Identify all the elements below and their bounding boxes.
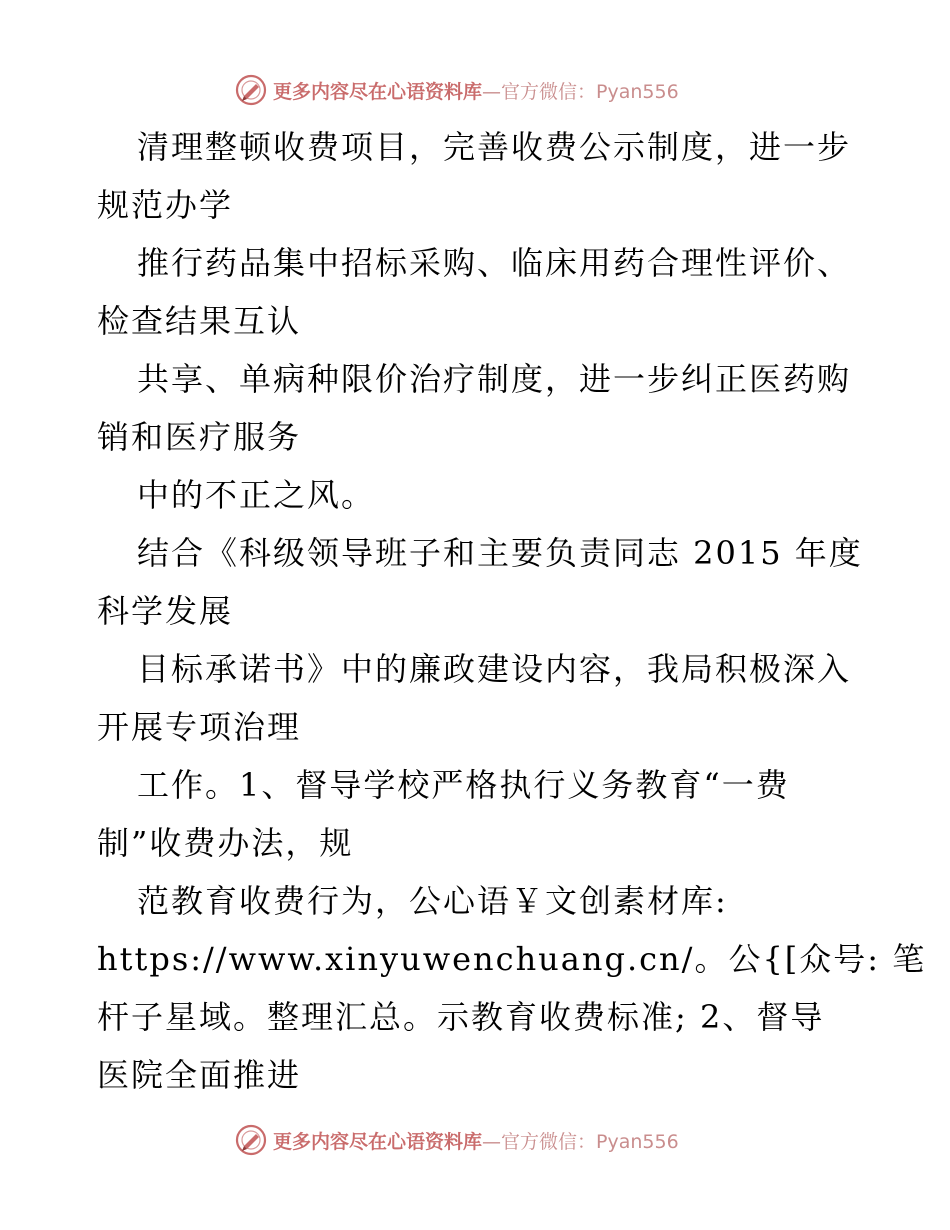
body-line: 共享、单病种限价治疗制度，进一步纠正医药购 — [137, 360, 852, 398]
watermark-separator: — — [482, 1130, 502, 1153]
watermark-contact: 官方微信：Pyan556 — [501, 1130, 679, 1153]
body-line: 销和医疗服务 — [97, 418, 302, 456]
body-line: 结合《科级领导班子和主要负责同志 2015 年度 — [137, 534, 863, 572]
body-line: 开展专项治理 — [97, 708, 302, 746]
watermark-contact: 官方微信：Pyan556 — [501, 80, 679, 103]
body-line: 检查结果互认 — [97, 302, 302, 340]
body-line: 中的不正之风。 — [137, 476, 376, 514]
body-line: 医院全面推进 — [97, 1056, 302, 1094]
body-line: https://www.xinyuwenchuang.cn/。公{[众号: 笔 — [97, 940, 927, 978]
body-line: 范教育收费行为，公心语￥文创素材库: — [137, 882, 728, 920]
body-line: 规范办学 — [97, 186, 234, 224]
pen-logo-icon — [235, 1124, 267, 1156]
body-line: 杆子星域。整理汇总。示教育收费标准; 2、督导 — [97, 998, 825, 1036]
body-line: 推行药品集中招标采购、临床用药合理性评价、 — [137, 244, 852, 282]
body-line: 清理整顿收费项目，完善收费公示制度，进一步 — [137, 128, 852, 166]
body-text — [97, 118, 927, 1104]
watermark-brand: 更多内容尽在心语资料库 — [273, 1130, 483, 1153]
footer-watermark — [235, 1123, 755, 1157]
watermark-separator: — — [482, 80, 502, 103]
pen-logo-icon — [235, 74, 267, 106]
body-line: 制”收费办法，规 — [97, 824, 354, 862]
watermark-brand: 更多内容尽在心语资料库 — [273, 80, 483, 103]
body-line: 目标承诺书》中的廉政建设内容，我局积极深入 — [137, 650, 852, 688]
header-watermark — [235, 73, 755, 107]
body-line: 工作。1、督导学校严格执行义务教育“一费 — [137, 766, 790, 804]
body-line: 科学发展 — [97, 592, 234, 630]
